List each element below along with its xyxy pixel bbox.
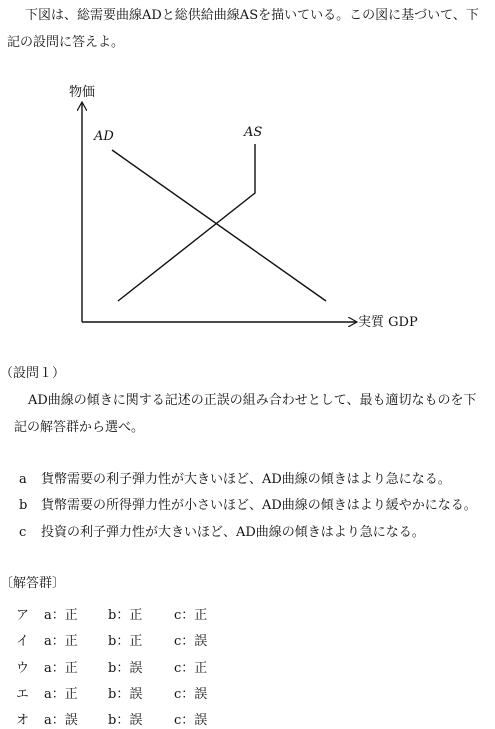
answer-kana: イ — [16, 634, 30, 649]
answer-c-value: c：正 — [174, 608, 208, 623]
ad-curve — [112, 150, 326, 301]
x-axis-label: 実質 GDP — [358, 315, 418, 330]
answer-b-value: b：誤 — [108, 687, 143, 702]
statement-c-letter: c — [19, 525, 27, 540]
statement-b-letter: b — [19, 498, 28, 513]
question-line-1: AD曲線の傾きに関する記述の正誤の組み合わせとして、最も適切なものを下 — [28, 393, 477, 408]
answer-c-value: c：誤 — [174, 687, 208, 702]
as-curve — [118, 144, 255, 301]
answer-kana: オ — [16, 713, 30, 728]
answer-row-a[interactable] — [0, 604, 495, 623]
answers-heading: 〔解答群〕 — [0, 576, 66, 591]
answer-b-value: b：誤 — [108, 661, 143, 676]
answer-a-value: a：誤 — [44, 713, 78, 728]
answer-row-u[interactable] — [0, 657, 495, 676]
answer-c-value: c：誤 — [174, 713, 208, 728]
answer-a-value: a：正 — [44, 608, 78, 623]
answer-row-i[interactable] — [0, 630, 495, 649]
question-line-2: 記の解答群から選べ。 — [14, 420, 145, 435]
y-axis-label: 物価 — [69, 85, 96, 100]
answer-b-value: b：正 — [108, 634, 143, 649]
answer-a-value: a：正 — [44, 661, 78, 676]
answer-row-e[interactable] — [0, 683, 495, 702]
answer-a-value: a：正 — [44, 634, 78, 649]
answer-c-value: c：正 — [174, 661, 208, 676]
statement-a-letter: a — [19, 472, 27, 487]
intro-line-2: 記の設問に答えよ。 — [7, 35, 125, 50]
intro-line-1: 下図は、総需要曲線ADと総供給曲線ASを描いている。この図に基づいて、下 — [25, 8, 479, 23]
question-heading: （設問１） — [0, 366, 66, 381]
ad-label: AD — [94, 129, 114, 144]
statement-b-text: 貨幣需要の所得弾力性が小さいほど、AD曲線の傾きはより緩やかになる。 — [41, 498, 477, 513]
answer-a-value: a：正 — [44, 687, 78, 702]
answer-c-value: c：誤 — [174, 634, 208, 649]
answer-b-value: b：正 — [108, 608, 143, 623]
statement-a-text: 貨幣需要の利子弾力性が大きいほど、AD曲線の傾きはより急になる。 — [41, 472, 451, 487]
statement-c-text: 投資の利子弾力性が大きいほど、AD曲線の傾きはより急になる。 — [41, 525, 425, 540]
answer-row-o[interactable] — [0, 709, 495, 728]
answer-b-value: b：誤 — [108, 713, 143, 728]
answer-kana: エ — [16, 687, 30, 702]
answer-kana: ア — [16, 608, 30, 623]
as-label: AS — [244, 125, 263, 140]
answer-kana: ウ — [16, 661, 30, 676]
